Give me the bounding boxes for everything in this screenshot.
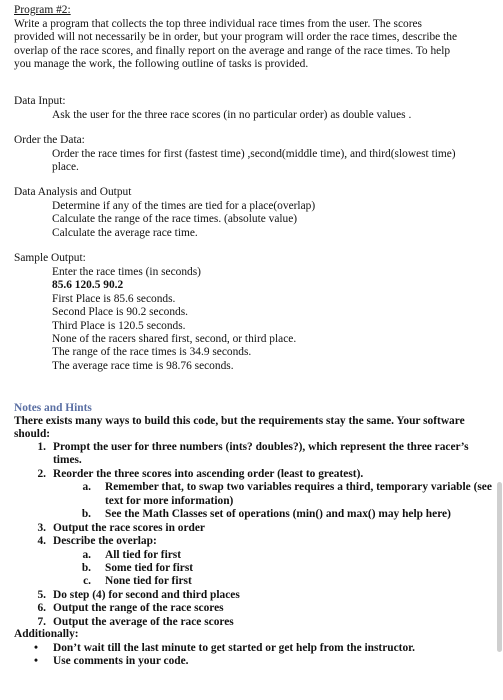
sample-line: Third Place is 120.5 seconds. bbox=[52, 319, 186, 332]
list-line: Prompt the user for three numbers (ints? doubles?), which represent the three racer’s bbox=[53, 441, 469, 453]
list-line: Describe the overlap: bbox=[53, 535, 157, 548]
order-data-text bbox=[52, 148, 482, 175]
list-line: Do step (4) for second and third places bbox=[53, 588, 240, 601]
data-input-text: Ask the user for the three race scores (in no particular order) as double values . bbox=[52, 109, 412, 121]
notes-intro-line: There exists many ways to build this code, but the requirements stay the same. Your software bbox=[14, 415, 465, 427]
list-letter: c. bbox=[83, 575, 91, 588]
list-text bbox=[53, 616, 234, 629]
list-subitem bbox=[14, 508, 486, 521]
list-text bbox=[53, 602, 224, 615]
notes-list bbox=[14, 441, 492, 629]
list-text bbox=[53, 522, 205, 535]
list-line: Output the range of the race scores bbox=[53, 602, 224, 615]
bullet-text: Use comments in your code. bbox=[53, 655, 189, 668]
list-item bbox=[14, 522, 486, 535]
list-number: 3. bbox=[37, 521, 46, 534]
scrollbar-thumb[interactable] bbox=[497, 482, 502, 652]
sample-line: The range of the race times is 34.9 seconds. bbox=[52, 346, 252, 359]
list-line: times. bbox=[53, 454, 82, 467]
bullet-dot: • bbox=[34, 642, 38, 654]
list-text bbox=[53, 589, 240, 602]
list-subitem bbox=[14, 562, 486, 575]
list-line: Remember that, to swap two variables requires a third, temporary variable (see bbox=[105, 481, 492, 494]
list-subitem bbox=[14, 481, 492, 508]
list-letter: a. bbox=[82, 481, 91, 494]
sample-line: First Place is 85.6 seconds. bbox=[52, 292, 176, 305]
list-subitem bbox=[14, 549, 486, 562]
intro-line: overlap of the race scores, and finally report on the average and range of the race times. To help bbox=[14, 44, 451, 57]
additionally-label: Additionally: bbox=[14, 628, 79, 640]
sample-output-text bbox=[52, 266, 482, 373]
sample-line: Enter the race times (in seconds) bbox=[52, 266, 201, 278]
list-line: None tied for first bbox=[105, 575, 192, 588]
list-text bbox=[53, 468, 363, 481]
list-text bbox=[53, 441, 469, 468]
order-data-line: Order the race times for first (fastest time) ,second(middle time), and third(slowest time) bbox=[52, 148, 456, 160]
list-letter: b. bbox=[81, 561, 91, 574]
list-text bbox=[105, 481, 492, 508]
order-data-line: place. bbox=[52, 161, 79, 174]
list-line: Some tied for first bbox=[105, 561, 194, 574]
sample-output-heading: Sample Output: bbox=[14, 252, 86, 264]
data-input-heading: Data Input: bbox=[14, 95, 66, 107]
list-item bbox=[14, 589, 486, 602]
list-line: See the Math Classes set of operations (min() and max() may help here) bbox=[105, 508, 451, 521]
list-letter: b. bbox=[81, 508, 91, 521]
analysis-text bbox=[52, 200, 482, 240]
list-text bbox=[53, 535, 157, 548]
list-line: Output the average of the race scores bbox=[53, 615, 234, 628]
analysis-line: Calculate the average race time. bbox=[52, 226, 198, 239]
list-line: Reorder the three scores into ascending order (least to greatest). bbox=[53, 468, 364, 480]
list-item bbox=[14, 535, 486, 548]
list-text bbox=[105, 508, 451, 521]
bullet-item bbox=[14, 655, 486, 668]
list-number: 1. bbox=[37, 441, 46, 453]
list-item bbox=[14, 441, 486, 468]
intro-line: provided will not necessarily be in order, but your program will order the race times, describe the bbox=[14, 31, 458, 44]
list-text bbox=[105, 549, 181, 562]
sample-line: None of the racers shared first, second, or third place. bbox=[52, 333, 297, 346]
list-item bbox=[14, 602, 486, 615]
list-subitem bbox=[14, 575, 486, 588]
intro-line: you manage the work, the following outline of tasks is provided. bbox=[14, 58, 309, 71]
analysis-line: Determine if any of the times are tied for a place(overlap) bbox=[52, 200, 316, 212]
list-number: 4. bbox=[37, 535, 46, 548]
intro-paragraph bbox=[14, 18, 486, 72]
list-text bbox=[105, 562, 193, 575]
intro-line: Write a program that collects the top three individual race times from the user. The scores bbox=[14, 18, 422, 30]
list-line: All tied for first bbox=[105, 548, 182, 561]
notes-intro bbox=[14, 415, 486, 442]
bullet-item bbox=[14, 642, 486, 655]
sample-line: The average race time is 98.76 seconds. bbox=[52, 359, 234, 372]
list-letter: a. bbox=[82, 548, 91, 561]
list-number: 7. bbox=[37, 615, 46, 628]
list-text bbox=[105, 575, 192, 588]
analysis-heading: Data Analysis and Output bbox=[14, 186, 132, 198]
scrollbar[interactable] bbox=[495, 0, 503, 700]
list-item bbox=[14, 616, 486, 629]
program-title: Program #2: bbox=[14, 4, 71, 16]
bullet-list bbox=[14, 642, 486, 669]
bullet-dot: • bbox=[34, 655, 38, 668]
notes-intro-line: should: bbox=[14, 428, 51, 441]
bullet-text: Don’t wait till the last minute to get started or get help from the instructor. bbox=[53, 642, 416, 654]
list-line: text for more information) bbox=[105, 494, 234, 507]
list-number: 6. bbox=[37, 602, 46, 615]
list-number: 2. bbox=[37, 468, 46, 480]
notes-heading: Notes and Hints bbox=[14, 402, 92, 414]
sample-input-values: 85.6 120.5 90.2 bbox=[52, 279, 124, 292]
list-number: 5. bbox=[37, 588, 46, 601]
list-line: Output the race scores in order bbox=[53, 521, 205, 534]
analysis-line: Calculate the range of the race times. (absolute value) bbox=[52, 213, 298, 226]
order-data-heading: Order the Data: bbox=[14, 134, 85, 146]
list-item bbox=[14, 468, 486, 481]
sample-line: Second Place is 90.2 seconds. bbox=[52, 306, 189, 319]
